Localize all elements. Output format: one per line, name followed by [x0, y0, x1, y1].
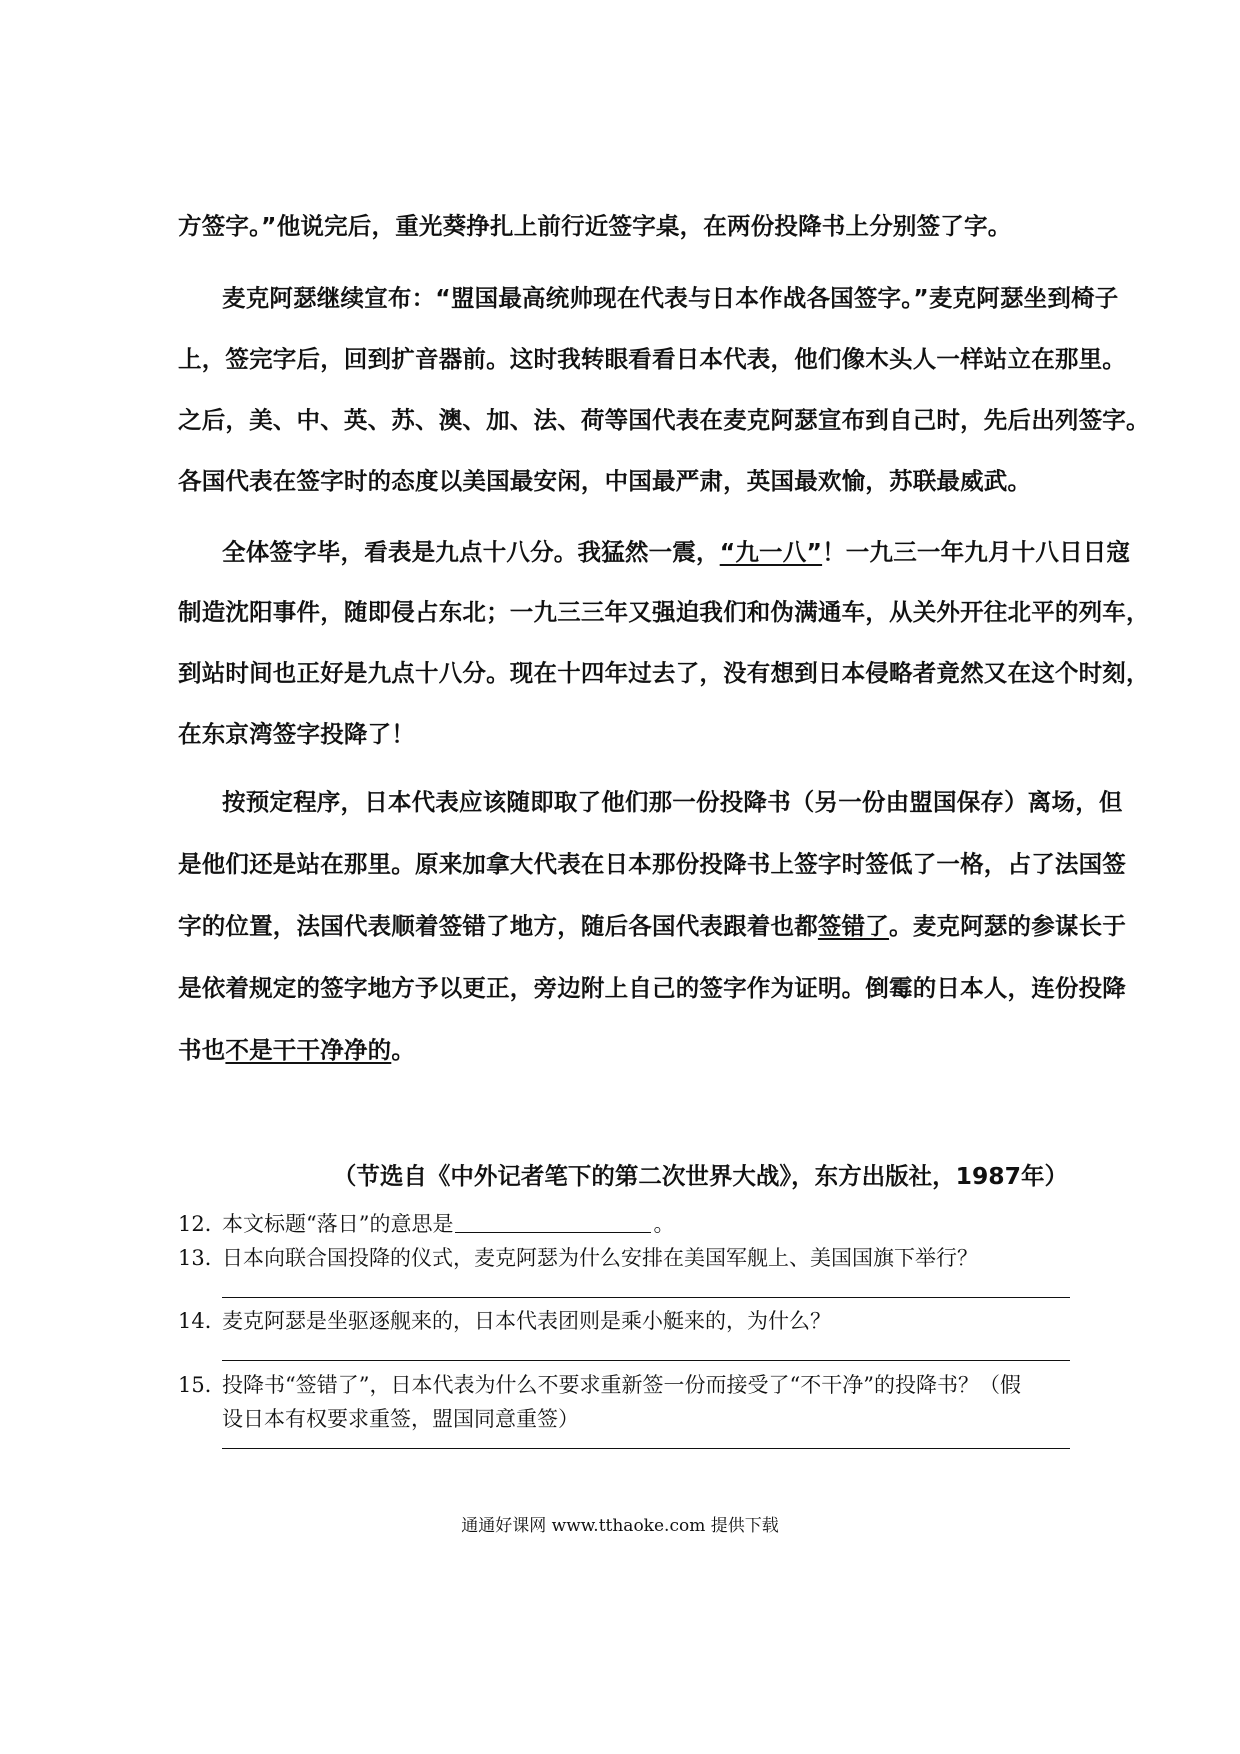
question-13 — [178, 1243, 978, 1273]
passage-text: 全体签字毕，看表是九点十八分。我猛然一震， — [222, 538, 720, 566]
passage-line — [178, 1034, 1068, 1066]
passage-line: 是依着规定的签字地方予以更正，旁边附上自己的签字作为证明。倒霉的日本人，连份投降 — [178, 974, 1126, 1002]
question-number: 12． — [178, 1212, 226, 1236]
passage-line: 麦克阿瑟继续宣布：“盟国最高统帅现在代表与日本作战各国签字。”麦克阿瑟坐到椅子 — [222, 284, 1119, 312]
page-footer: 通通好课网 www.tthaoke.com 提供下载 — [461, 1516, 779, 1536]
passage-text: 书也 — [178, 1036, 226, 1064]
question-number: 14． — [178, 1309, 226, 1333]
passage-line: 到站时间也正好是九点十八分。现在十四年过去了，没有想到日本侵略者竟然又在这个时刻， — [178, 659, 1150, 687]
question-text: 。 — [653, 1212, 675, 1236]
passage-line: 制造沈阳事件，随即侵占东北；一九三三年又强迫我们和伪满通车，从关外开往北平的列车， — [178, 598, 1150, 626]
passage-line — [222, 536, 1131, 568]
answer-line[interactable] — [222, 1360, 1070, 1361]
passage-text: 字的位置，法国代表顺着签错了地方，随后各国代表跟着也都 — [178, 912, 818, 940]
question-text: 投降书“签错了”，日本代表为什么不要求重新签一份而接受了“不干净”的投降书？（假 — [222, 1373, 1021, 1397]
passage-line: 在东京湾签字投降了！ — [178, 720, 415, 748]
source-citation: （节选自《中外记者笔下的第二次世界大战》，东方出版社，1987年） — [332, 1162, 1068, 1190]
question-number: 13． — [178, 1246, 226, 1270]
underlined-phrase: 不是干干净净的 — [225, 1036, 392, 1064]
question-12 — [178, 1209, 674, 1239]
question-text: 本文标题“落日”的意思是 — [222, 1212, 454, 1236]
question-number: 15． — [178, 1373, 226, 1397]
passage-line: 是他们还是站在那里。原来加拿大代表在日本那份投降书上签字时签低了一格，占了法国签 — [178, 850, 1126, 878]
answer-line[interactable] — [222, 1448, 1070, 1449]
passage-line: 按预定程序，日本代表应该随即取了他们那一份投降书（另一份由盟国保存）离场，但 — [222, 788, 1123, 816]
question-text: 麦克阿瑟是坐驱逐舰来的，日本代表团则是乘小艇来的，为什么？ — [222, 1309, 831, 1333]
answer-line[interactable] — [222, 1297, 1070, 1298]
underlined-phrase: “九一八” — [719, 538, 823, 566]
passage-text: 。麦克阿瑟的参谋长于 — [889, 912, 1127, 940]
passage-line: 之后，美、中、英、苏、澳、加、法、荷等国代表在麦克阿瑟宣布到自己时，先后出列签字。 — [178, 406, 1150, 434]
question-15-continued: 设日本有权要求重签，盟国同意重签） — [222, 1407, 579, 1431]
passage-line: 方签字。”他说完后，重光葵挣扎上前行近签字桌，在两份投降书上分别签了字。 — [178, 212, 1012, 240]
question-15 — [178, 1370, 1021, 1400]
answer-blank[interactable] — [455, 1210, 651, 1233]
underlined-phrase: 签错了 — [817, 912, 890, 940]
passage-line: 上，签完字后，回到扩音器前。这时我转眼看看日本代表，他们像木头人一样站立在那里。 — [178, 345, 1126, 373]
passage-text: ！一九三一年九月十八日日寇 — [822, 538, 1131, 566]
question-14 — [178, 1306, 831, 1336]
passage-line — [178, 910, 1127, 942]
passage-text: 。 — [391, 1036, 416, 1064]
question-text: 日本向联合国投降的仪式，麦克阿瑟为什么安排在美国军舰上、美国国旗下举行？ — [222, 1246, 978, 1270]
passage-line: 各国代表在签字时的态度以美国最安闲，中国最严肃，英国最欢愉，苏联最威武。 — [178, 467, 1032, 495]
